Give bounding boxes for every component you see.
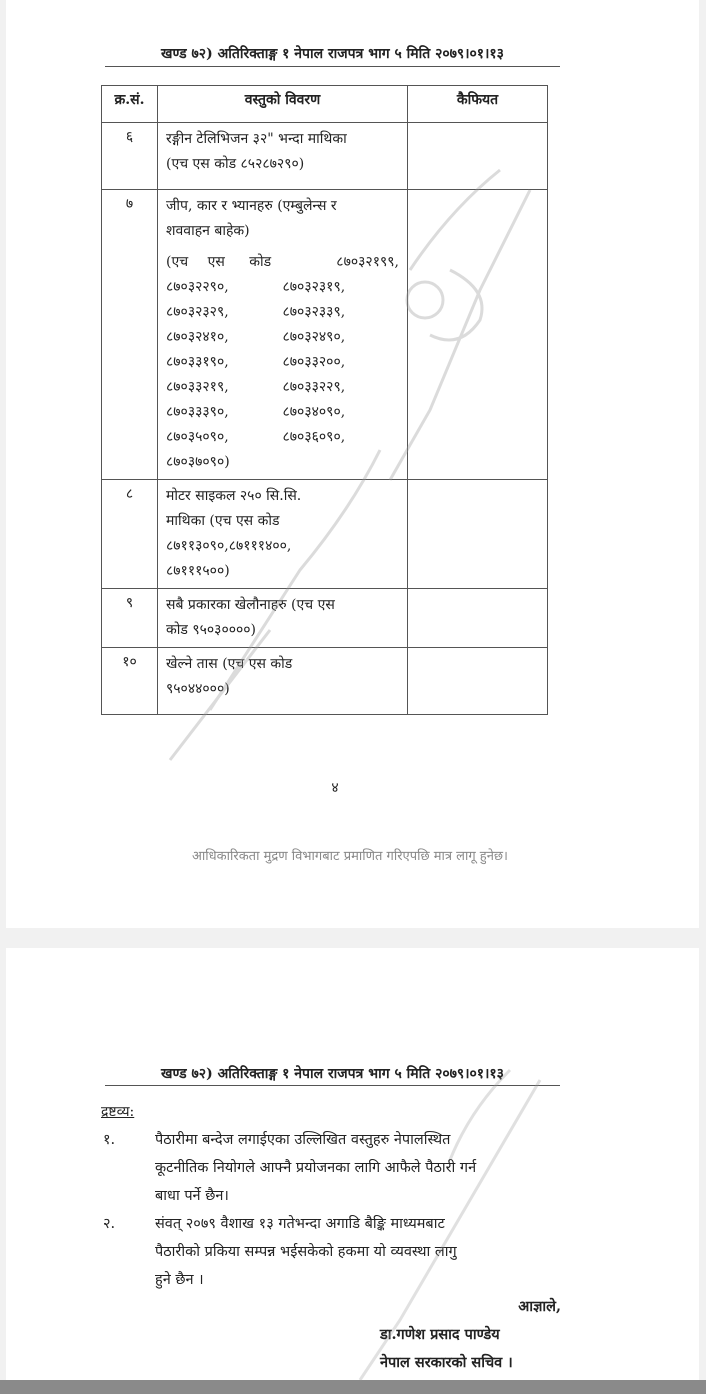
note-line: पैठारीको प्रकिया सम्पन्न भईसकेको हकमा यो व्यवस्था लागु [155,1244,457,1260]
hs-code: ८७०३६०९०, [282,429,346,445]
table-row [102,123,548,190]
hs-code-line: ८७०३७०९०) [166,454,230,470]
hs-code: ८७०३३१९०, [166,354,229,370]
hs-code-line [166,275,399,300]
description-line: रङ्गीन टेलिभिजन ३२" भन्दा माथिका [166,131,347,147]
row-serial: ८ [102,480,158,589]
table-row [102,480,548,589]
table-row [102,589,548,648]
signature-by-order: आज्ञाले, [518,1298,561,1315]
page-number: ४ [331,780,339,796]
hs-code-line [166,425,399,450]
description-line: ८७१११५००) [166,563,230,579]
note-line: कूटनीतिक नियोगले आफ्नै प्रयोजनका लागि आफैले पैठारी गर्न [155,1160,477,1176]
hs-code: ८७०३२३१९, [282,279,346,295]
row-serial: ७ [102,190,158,480]
header-serial: क्र.सं. [102,86,158,123]
page-1-header: खण्ड ७२) अतिरिक्ताङ्ग १ नेपाल राजपत्र भाग ५ मिति २०७९।०१।१३ [161,46,504,62]
hs-code: ८७०३२३२९, [166,304,229,320]
description-line: कोड ९५०३००००) [166,622,257,638]
note-number: २. [103,1216,116,1232]
hs-code: ८७०३३२२९, [282,379,346,395]
hs-code: ८७०३२४९०, [282,329,346,345]
row-description [158,648,408,715]
hs-code: ८७०३३२१९, [166,379,229,395]
hs-code-word: (एच [166,254,189,270]
signatory-name: डा.गणेश प्रसाद पाण्डेय [380,1326,500,1343]
hs-code: ८७०३२४१०, [166,329,229,345]
note-line: बाधा पर्ने छैन। [155,1188,229,1204]
hs-code-line [166,250,399,275]
description-line: ९५०४४०००) [166,681,230,697]
row-serial: ९ [102,589,158,648]
hs-code-line [166,300,399,325]
row-serial: १० [102,648,158,715]
hs-code: ८७०३२३३९, [282,304,346,320]
hs-code: ८७०३२१९९, [336,254,399,270]
description-line: खेल्ने तास (एच एस कोड [166,656,293,672]
row-remarks [408,648,548,715]
hs-code-word: कोड [249,254,272,270]
page-2-header-rule [105,1085,560,1086]
authentication-footer: आधिकारिकता मुद्रण विभागबाट प्रमाणित गरिएपछि मात्र लागू हुनेछ। [192,849,508,864]
note-text [155,1210,561,1294]
note-text [155,1126,561,1210]
hs-code: ८७०३३२००, [282,354,346,370]
row-remarks [408,190,548,480]
table-row [102,648,548,715]
description-line: शववाहन बाहेक) [166,223,250,239]
page-2-header: खण्ड ७२) अतिरिक्ताङ्ग १ नेपाल राजपत्र भाग ५ मिति २०७९।०१।१३ [161,1066,504,1082]
row-description [158,123,408,190]
hs-code: ८७०३५०९०, [166,429,229,445]
note-line: पैठारीमा बन्देज लगाईएका उल्लिखित वस्तुहरु नेपालस्थित [155,1132,451,1148]
hs-code-line [166,400,399,425]
description-line: ८७११३०९०,८७१११४००, [166,538,292,554]
description-line: (एच एस कोड ८५२८७२९०) [166,156,305,172]
description-line: सबै प्रकारका खेलौनाहरु (एच एस [166,597,335,613]
note-number: १. [103,1132,116,1148]
hs-code: ८७०३४०९०, [282,404,346,420]
bottom-bar [0,1380,706,1394]
description-line: मोटर साइकल २५० सि.सि. [166,488,302,504]
signatory-title: नेपाल सरकारको सचिव । [380,1354,513,1371]
row-remarks [408,480,548,589]
description-line: जीप, कार र भ्यानहरु (एम्बुलेन्स र [166,198,337,214]
row-description [158,589,408,648]
row-remarks [408,589,548,648]
hs-code-line [166,325,399,350]
hs-code: ८७०३३३९०, [166,404,229,420]
hs-code-word: एस [207,254,225,270]
row-serial: ६ [102,123,158,190]
hs-code: ८७०३२२९०, [166,279,229,295]
note-line: संवत् २०७९ वैशाख १३ गतेभन्दा अगाडि बैङ्कि माध्यमबाट [155,1216,445,1232]
hs-code-line [166,375,399,400]
hs-code-line [166,350,399,375]
restricted-goods-table [101,85,548,715]
notes-title: द्रष्टव्य: [101,1104,135,1120]
table-header-row [102,86,548,123]
row-description [158,190,408,480]
note-line: हुने छैन । [155,1272,204,1288]
description-line: माथिका (एच एस कोड [166,513,280,529]
table-row [102,190,548,480]
page-1-header-rule [105,66,560,67]
header-remarks: कैफियत [408,86,548,123]
row-remarks [408,123,548,190]
header-description: वस्तुको विवरण [158,86,408,123]
row-description [158,480,408,589]
